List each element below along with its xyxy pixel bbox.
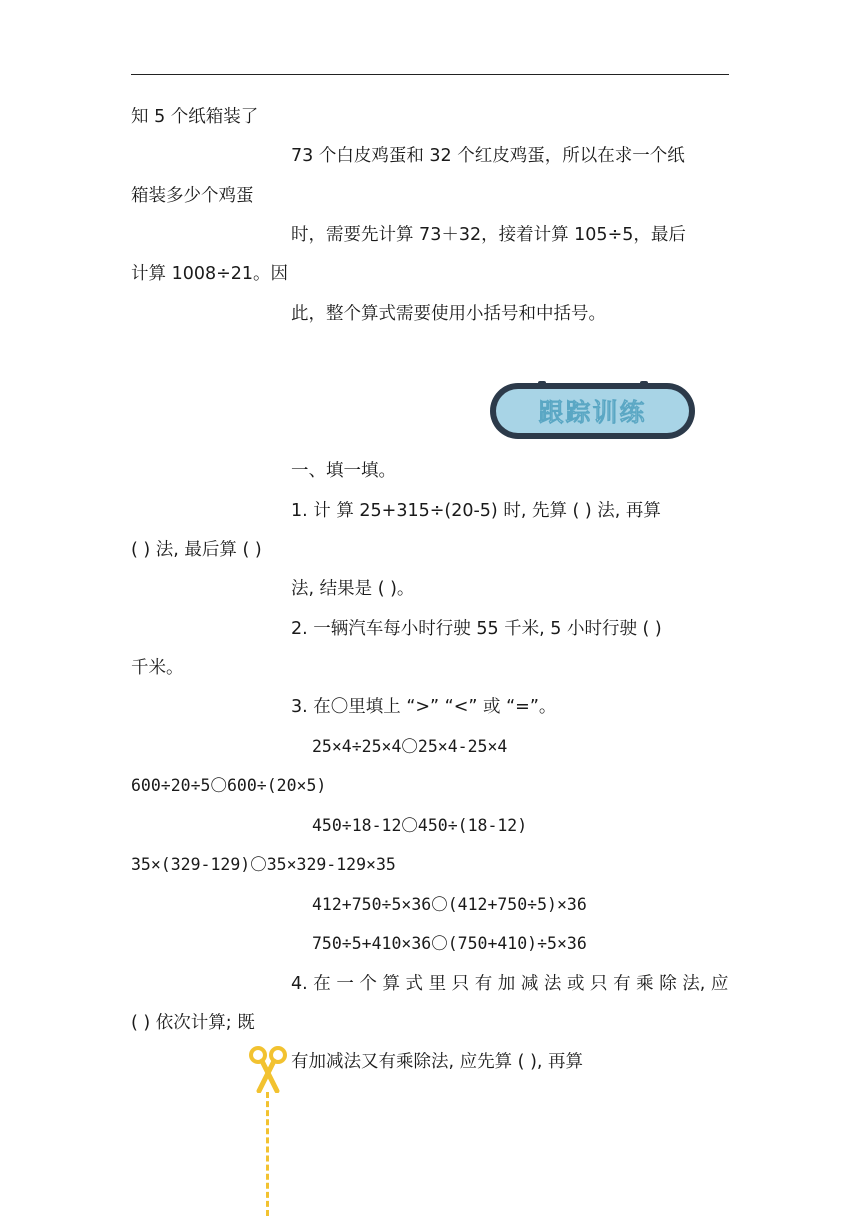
explanation-line-6: 此，整个算式需要使用小括号和中括号。 (291, 304, 606, 324)
explanation-line-5: 计算 1008÷21。因 (131, 264, 289, 284)
comparison-item: 25×4÷25×4〇25×4-25×4 (312, 737, 508, 756)
question-2-line-2: 千米。 (131, 658, 184, 678)
explanation-line-1: 知 5 个纸箱装了 (131, 107, 259, 127)
badge-label: 跟踪训练 (496, 389, 689, 433)
question-1-line-1: 1. 计 算 25+315÷(20-5) 时, 先算 ( ) 法, 再算 (291, 501, 661, 521)
comparison-item: 750÷5+410×36〇(750+410)÷5×36 (312, 934, 587, 953)
cut-line (266, 1092, 269, 1216)
question-4-line-3: 有加减法又有乘除法, 应先算 ( ), 再算 (291, 1052, 584, 1072)
scissors-icon (247, 1045, 289, 1093)
question-1-line-3: 法, 结果是 ( )。 (291, 579, 415, 599)
comparison-item: 412+750÷5×36〇(412+750÷5)×36 (312, 895, 587, 914)
question-4-line-1: 4. 在 一 个 算 式 里 只 有 加 减 法 或 只 有 乘 除 法, 应 (291, 974, 729, 994)
header-rule (131, 74, 729, 75)
comparison-item: 600÷20÷5〇600÷(20×5) (131, 776, 327, 795)
tracking-training-badge (490, 383, 695, 439)
section-title: 一、填一填。 (291, 461, 396, 481)
comparison-item: 35×(329-129)〇35×329-129×35 (131, 855, 396, 874)
question-3-title: 3. 在〇里填上 “>” “<” 或 “=”。 (291, 697, 557, 717)
question-1-line-2: ( ) 法, 最后算 ( ) (131, 540, 262, 560)
question-4-line-2: ( ) 依次计算; 既 (131, 1013, 255, 1033)
explanation-line-2: 73 个白皮鸡蛋和 32 个红皮鸡蛋，所以在求一个纸 (291, 146, 685, 166)
explanation-line-4: 时，需要先计算 73＋32，接着计算 105÷5，最后 (291, 225, 686, 245)
comparison-item: 450÷18-12〇450÷(18-12) (312, 816, 528, 835)
question-2-line-1: 2. 一辆汽车每小时行驶 55 千米, 5 小时行驶 ( ) (291, 619, 662, 639)
explanation-line-3: 箱装多少个鸡蛋 (131, 186, 254, 206)
